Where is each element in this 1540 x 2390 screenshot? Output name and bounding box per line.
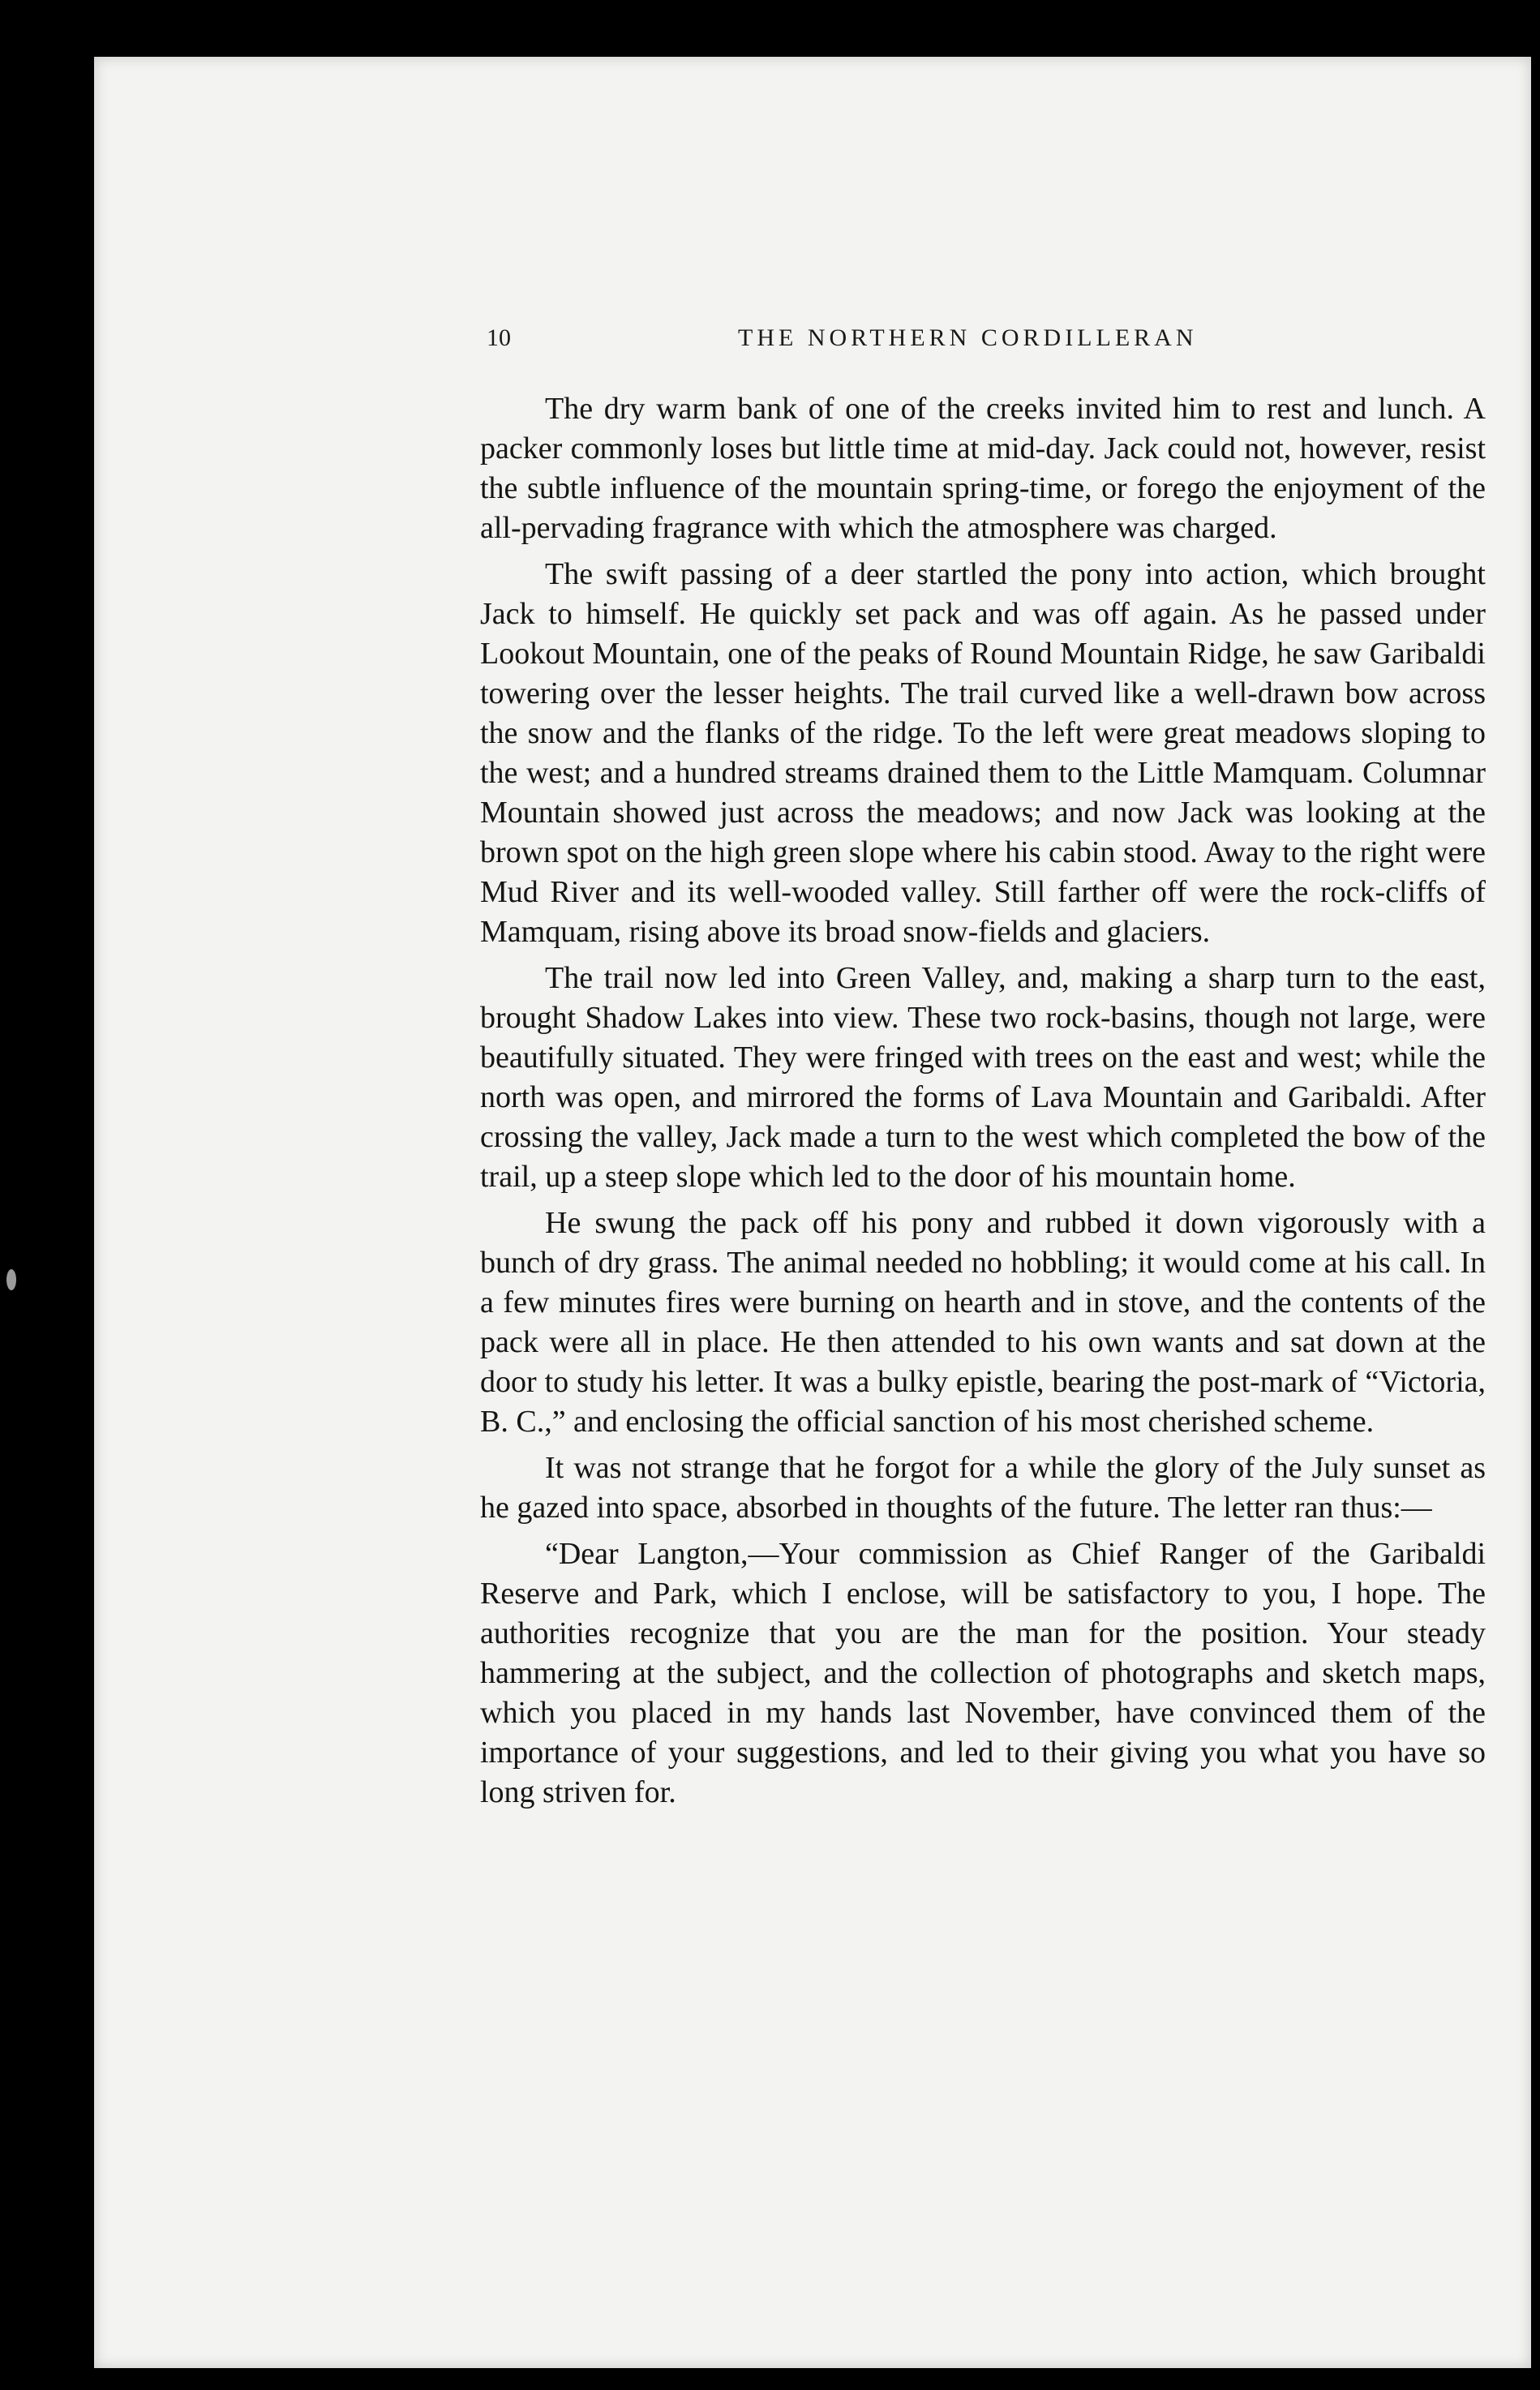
paragraph-4: He swung the pack off his pony and rubbed it down vigorously with a bunch of dry grass. The animal needed no hobbling; it would come at his call. In a few minutes fires were burning on hearth and in stove, and the contents of the pack were all in place. He then attended to his own wants and sat down at the door to study his letter. It was a bulky epistle, bearing the post-mark of “Victoria, B. C.,” and enclosing the official sanction of his most cherished scheme. xyxy=(480,1206,1486,1439)
body-text xyxy=(480,389,1486,1819)
paragraph-6: “Dear Langton,—Your commission as Chief Ranger of the Garibaldi Reserve and Park, which I enclose, will be satisfactory to you, I hope. The authorities recognize that you are the man for the position. Your steady hammering at the subject, and the collection of photographs and sketch maps, which you placed in my hands last November, have convinced them of the importance of your suggestions, and led to their giving you what you have so long striven for. xyxy=(480,1537,1486,1809)
paragraph-3: The trail now led into Green Valley, and, making a sharp turn to the east, brought Shadow Lakes into view. These two rock-basins, though not large, were beautifully situated. They were fringed with trees on the east and west; while the north was open, and mirrored the forms of Lava Mountain and Garibaldi. After crossing the valley, Jack made a turn to the west which completed the bow of the trail, up a steep slope which led to the door of his mountain home. xyxy=(480,961,1486,1194)
page-header xyxy=(487,324,1476,357)
paragraph-2: The swift passing of a deer startled the pony into action, which brought Jack to himself. He quickly set pack and was off again. As he passed under Lookout Mountain, one of the peaks of Round Mountain Ridge, he saw Garibaldi towering over the lesser heights. The trail curved like a well-drawn bow across the snow and the flanks of the ridge. To the left were great meadows sloping to the west; and a hundred streams drained them to the Little Mamquam. Columnar Mountain showed just across the meadows; and now Jack was looking at the brown spot on the high green slope where his cabin stood. Away to the right were Mud River and its well-wooded valley. Still farther off were the rock-cliffs of Mamquam, rising above its broad snow-fields and glaciers. xyxy=(480,557,1486,949)
running-title: THE NORTHERN CORDILLERAN xyxy=(738,324,1198,351)
paragraph-5: It was not strange that he forgot for a while the glory of the July sunset as he gazed into space, absorbed in thoughts of the future. The letter ran thus:— xyxy=(480,1451,1486,1525)
page-number: 10 xyxy=(487,324,511,351)
paragraph-1: The dry warm bank of one of the creeks invited him to rest and lunch. A packer commonly loses but little time at mid-day. Jack could not, however, resist the subtle influence of the mountain spring-time, or forego the enjoyment of the all-pervading fragrance with which the atmosphere was charged. xyxy=(480,392,1486,545)
scan-speck xyxy=(6,1269,16,1290)
